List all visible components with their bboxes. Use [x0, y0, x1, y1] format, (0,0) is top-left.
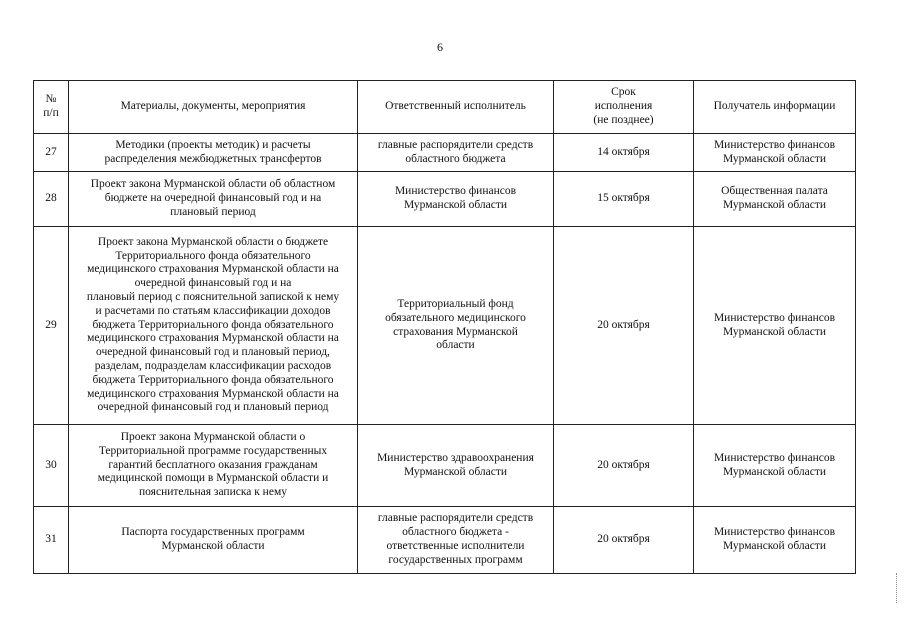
page-number: 6	[437, 40, 443, 54]
cell-num: 30	[34, 425, 69, 507]
cell-responsible: Министерство здравоохранения Мурманской области	[358, 425, 554, 507]
cell-num: 28	[34, 172, 69, 227]
cell-responsible: Министерство финансов Мурманской области	[358, 172, 554, 227]
cell-responsible: Территориальный фонд обязательного медицинского страхования Мурманской области	[358, 227, 554, 425]
cell-recipient: Министерство финансов Мурманской области	[694, 227, 856, 425]
cell-materials: Паспорта государственных программ Мурманской области	[69, 507, 358, 574]
cell-recipient: Общественная палата Мурманской области	[694, 172, 856, 227]
cell-num: 29	[34, 227, 69, 425]
header-materials: Материалы, документы, мероприятия	[69, 81, 358, 134]
cell-recipient: Министерство финансов Мурманской области	[694, 425, 856, 507]
table-row	[34, 227, 856, 425]
cell-deadline: 14 октября	[554, 134, 694, 172]
header-num: № п/п	[34, 81, 69, 134]
cell-deadline: 15 октября	[554, 172, 694, 227]
header-recipient: Получатель информации	[694, 81, 856, 134]
cell-deadline: 20 октября	[554, 425, 694, 507]
cell-responsible: главные распорядители средств областного бюджета	[358, 134, 554, 172]
scan-edge-mark	[896, 573, 898, 603]
cell-responsible: главные распорядители средств областного бюджета - ответственные исполнители государственных программ	[358, 507, 554, 574]
table-row	[34, 172, 856, 227]
events-table	[33, 80, 856, 574]
table-header-row	[34, 81, 856, 134]
header-deadline: Срок исполнения (не позднее)	[554, 81, 694, 134]
cell-num: 31	[34, 507, 69, 574]
cell-materials: Методики (проекты методик) и расчеты распределения межбюджетных трансфертов	[69, 134, 358, 172]
table-row	[34, 425, 856, 507]
header-responsible: Ответственный исполнитель	[358, 81, 554, 134]
cell-recipient: Министерство финансов Мурманской области	[694, 134, 856, 172]
table-row	[34, 507, 856, 574]
cell-materials: Проект закона Мурманской области о бюджете Территориального фонда обязательного медицинского страхования Мурманской области на очередной финансовый год и на плановый период с пояснительной запиской к нему и расчетами по статьям классификации доходов бюджета Территориального фонда обязательного медицинского страхования Мурманской области на очередной финансовый год и плановый период, разделам, подразделам классификации расходов бюджета Территориального фонда обязательного медицинского страхования Мурманской области на очередной финансовый год и плановый период	[69, 227, 358, 425]
cell-materials: Проект закона Мурманской области о Территориальной программе государственных гарантий бесплатного оказания гражданам медицинской помощи в Мурманской области и пояснительная записка к нему	[69, 425, 358, 507]
table-row	[34, 134, 856, 172]
cell-num: 27	[34, 134, 69, 172]
cell-deadline: 20 октября	[554, 507, 694, 574]
cell-recipient: Министерство финансов Мурманской области	[694, 507, 856, 574]
cell-materials: Проект закона Мурманской области об областном бюджете на очередной финансовый год и на плановый период	[69, 172, 358, 227]
cell-deadline: 20 октября	[554, 227, 694, 425]
